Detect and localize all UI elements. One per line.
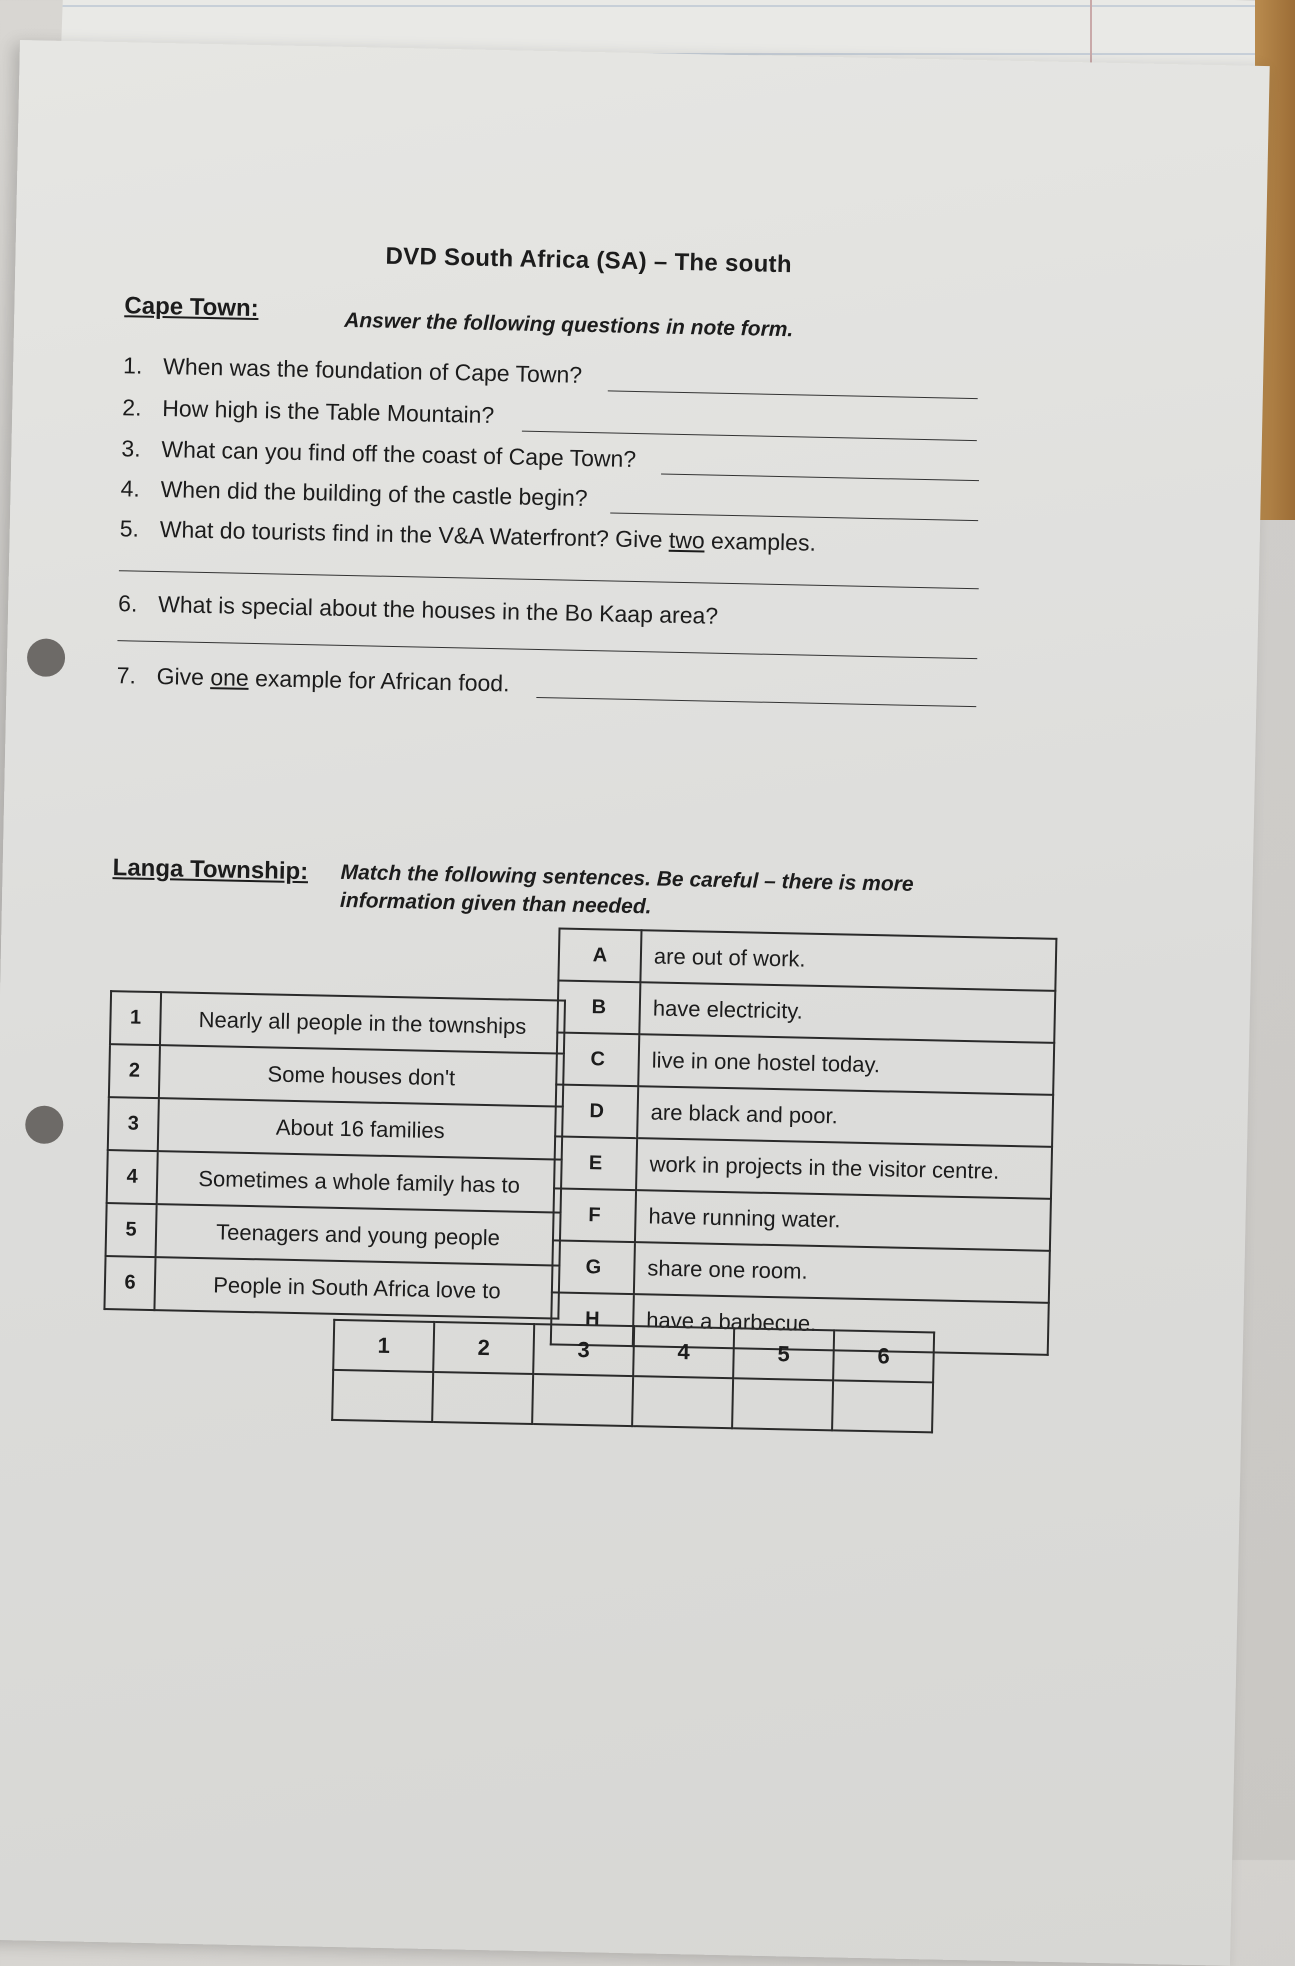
- beginning-text: Teenagers and young people: [156, 1204, 561, 1265]
- ending-letter: E: [554, 1136, 637, 1190]
- table-row: [104, 1256, 559, 1318]
- ending-letter: H: [551, 1292, 634, 1346]
- table-row: [106, 1203, 561, 1265]
- ending-text: live in one hostel today.: [638, 1034, 1054, 1095]
- question-3: 3. What can you find off the coast of Cape Town?: [121, 435, 637, 472]
- answer-grid: [331, 1319, 935, 1434]
- answer-line-7[interactable]: [536, 697, 976, 707]
- answer-header: 5: [733, 1328, 834, 1380]
- langa-heading: Langa Township:: [112, 854, 309, 886]
- beginning-text: Sometimes a whole family has to: [157, 1151, 562, 1212]
- question-4: 4. When did the building of the castle begin?: [120, 475, 588, 511]
- ending-letter: A: [558, 928, 641, 982]
- worksheet-content: [0, 40, 1270, 1966]
- answer-line-3[interactable]: [661, 474, 979, 482]
- ending-text: have running water.: [635, 1190, 1051, 1251]
- worksheet-title: DVD South Africa (SA) – The south: [385, 242, 793, 279]
- table-row: [110, 991, 565, 1053]
- question-7: 7. Give one example for African food.: [116, 662, 510, 697]
- beginning-number: 3: [108, 1097, 159, 1151]
- ending-text: share one room.: [634, 1242, 1050, 1303]
- answer-header: 1: [333, 1320, 434, 1372]
- answer-line-4[interactable]: [610, 512, 978, 521]
- beginning-number: 5: [106, 1203, 157, 1257]
- sentence-beginnings-table: [103, 990, 566, 1319]
- question-1: 1. When was the foundation of Cape Town?: [122, 352, 583, 388]
- ending-text: work in projects in the visitor centre.: [636, 1138, 1052, 1199]
- answer-header: 4: [633, 1326, 734, 1378]
- answer-cell[interactable]: [532, 1374, 633, 1426]
- ending-letter: B: [557, 980, 640, 1034]
- cape-town-instruction: Answer the following questions in note form.: [343, 308, 794, 342]
- ending-letter: F: [553, 1188, 636, 1242]
- langa-instruction-line1: Match the following sentences. Be careful – there is more: [340, 860, 914, 896]
- beginning-text: Some houses don't: [159, 1045, 564, 1106]
- beginning-text: Nearly all people in the townships: [160, 992, 565, 1053]
- ending-text: are black and poor.: [637, 1086, 1053, 1147]
- table-row: [107, 1150, 562, 1212]
- beginning-number: 4: [107, 1150, 158, 1204]
- answer-header: 6: [833, 1330, 934, 1382]
- ending-letter: C: [556, 1032, 639, 1086]
- answer-cell[interactable]: [332, 1370, 433, 1422]
- answer-header: 3: [533, 1324, 634, 1376]
- question-6: 6. What is special about the houses in the Bo Kaap area?: [117, 590, 719, 629]
- sentence-endings-table: [550, 927, 1058, 1355]
- answer-cell[interactable]: [432, 1372, 533, 1424]
- beginning-number: 1: [110, 991, 161, 1045]
- answer-line-2[interactable]: [522, 431, 977, 442]
- ending-text: have a barbecue.: [633, 1294, 1049, 1355]
- answer-line-6[interactable]: [117, 640, 977, 659]
- beginning-text: About 16 families: [158, 1098, 563, 1159]
- answer-cell[interactable]: [832, 1380, 933, 1432]
- langa-instruction-line2: information given than needed.: [339, 888, 652, 919]
- question-2: 2. How high is the Table Mountain?: [122, 394, 495, 429]
- worksheet-page: [0, 40, 1270, 1966]
- beginning-text: People in South Africa love to: [154, 1257, 559, 1318]
- table-row: [108, 1097, 563, 1159]
- answer-cell[interactable]: [732, 1378, 833, 1430]
- answer-line-5[interactable]: [119, 570, 979, 589]
- beginning-number: 6: [104, 1256, 155, 1310]
- table-row: [109, 1044, 564, 1106]
- ending-letter: D: [555, 1084, 638, 1138]
- answer-header: 2: [433, 1322, 534, 1374]
- question-5: 5. What do tourists find in the V&A Waterfront? Give two examples.: [119, 515, 817, 556]
- cape-town-heading: Cape Town:: [124, 292, 259, 323]
- ending-text: have electricity.: [639, 982, 1055, 1043]
- ending-text: are out of work.: [640, 930, 1056, 991]
- ending-letter: G: [552, 1240, 635, 1294]
- answer-cell[interactable]: [632, 1376, 733, 1428]
- beginning-number: 2: [109, 1044, 160, 1098]
- answer-line-1[interactable]: [608, 390, 978, 399]
